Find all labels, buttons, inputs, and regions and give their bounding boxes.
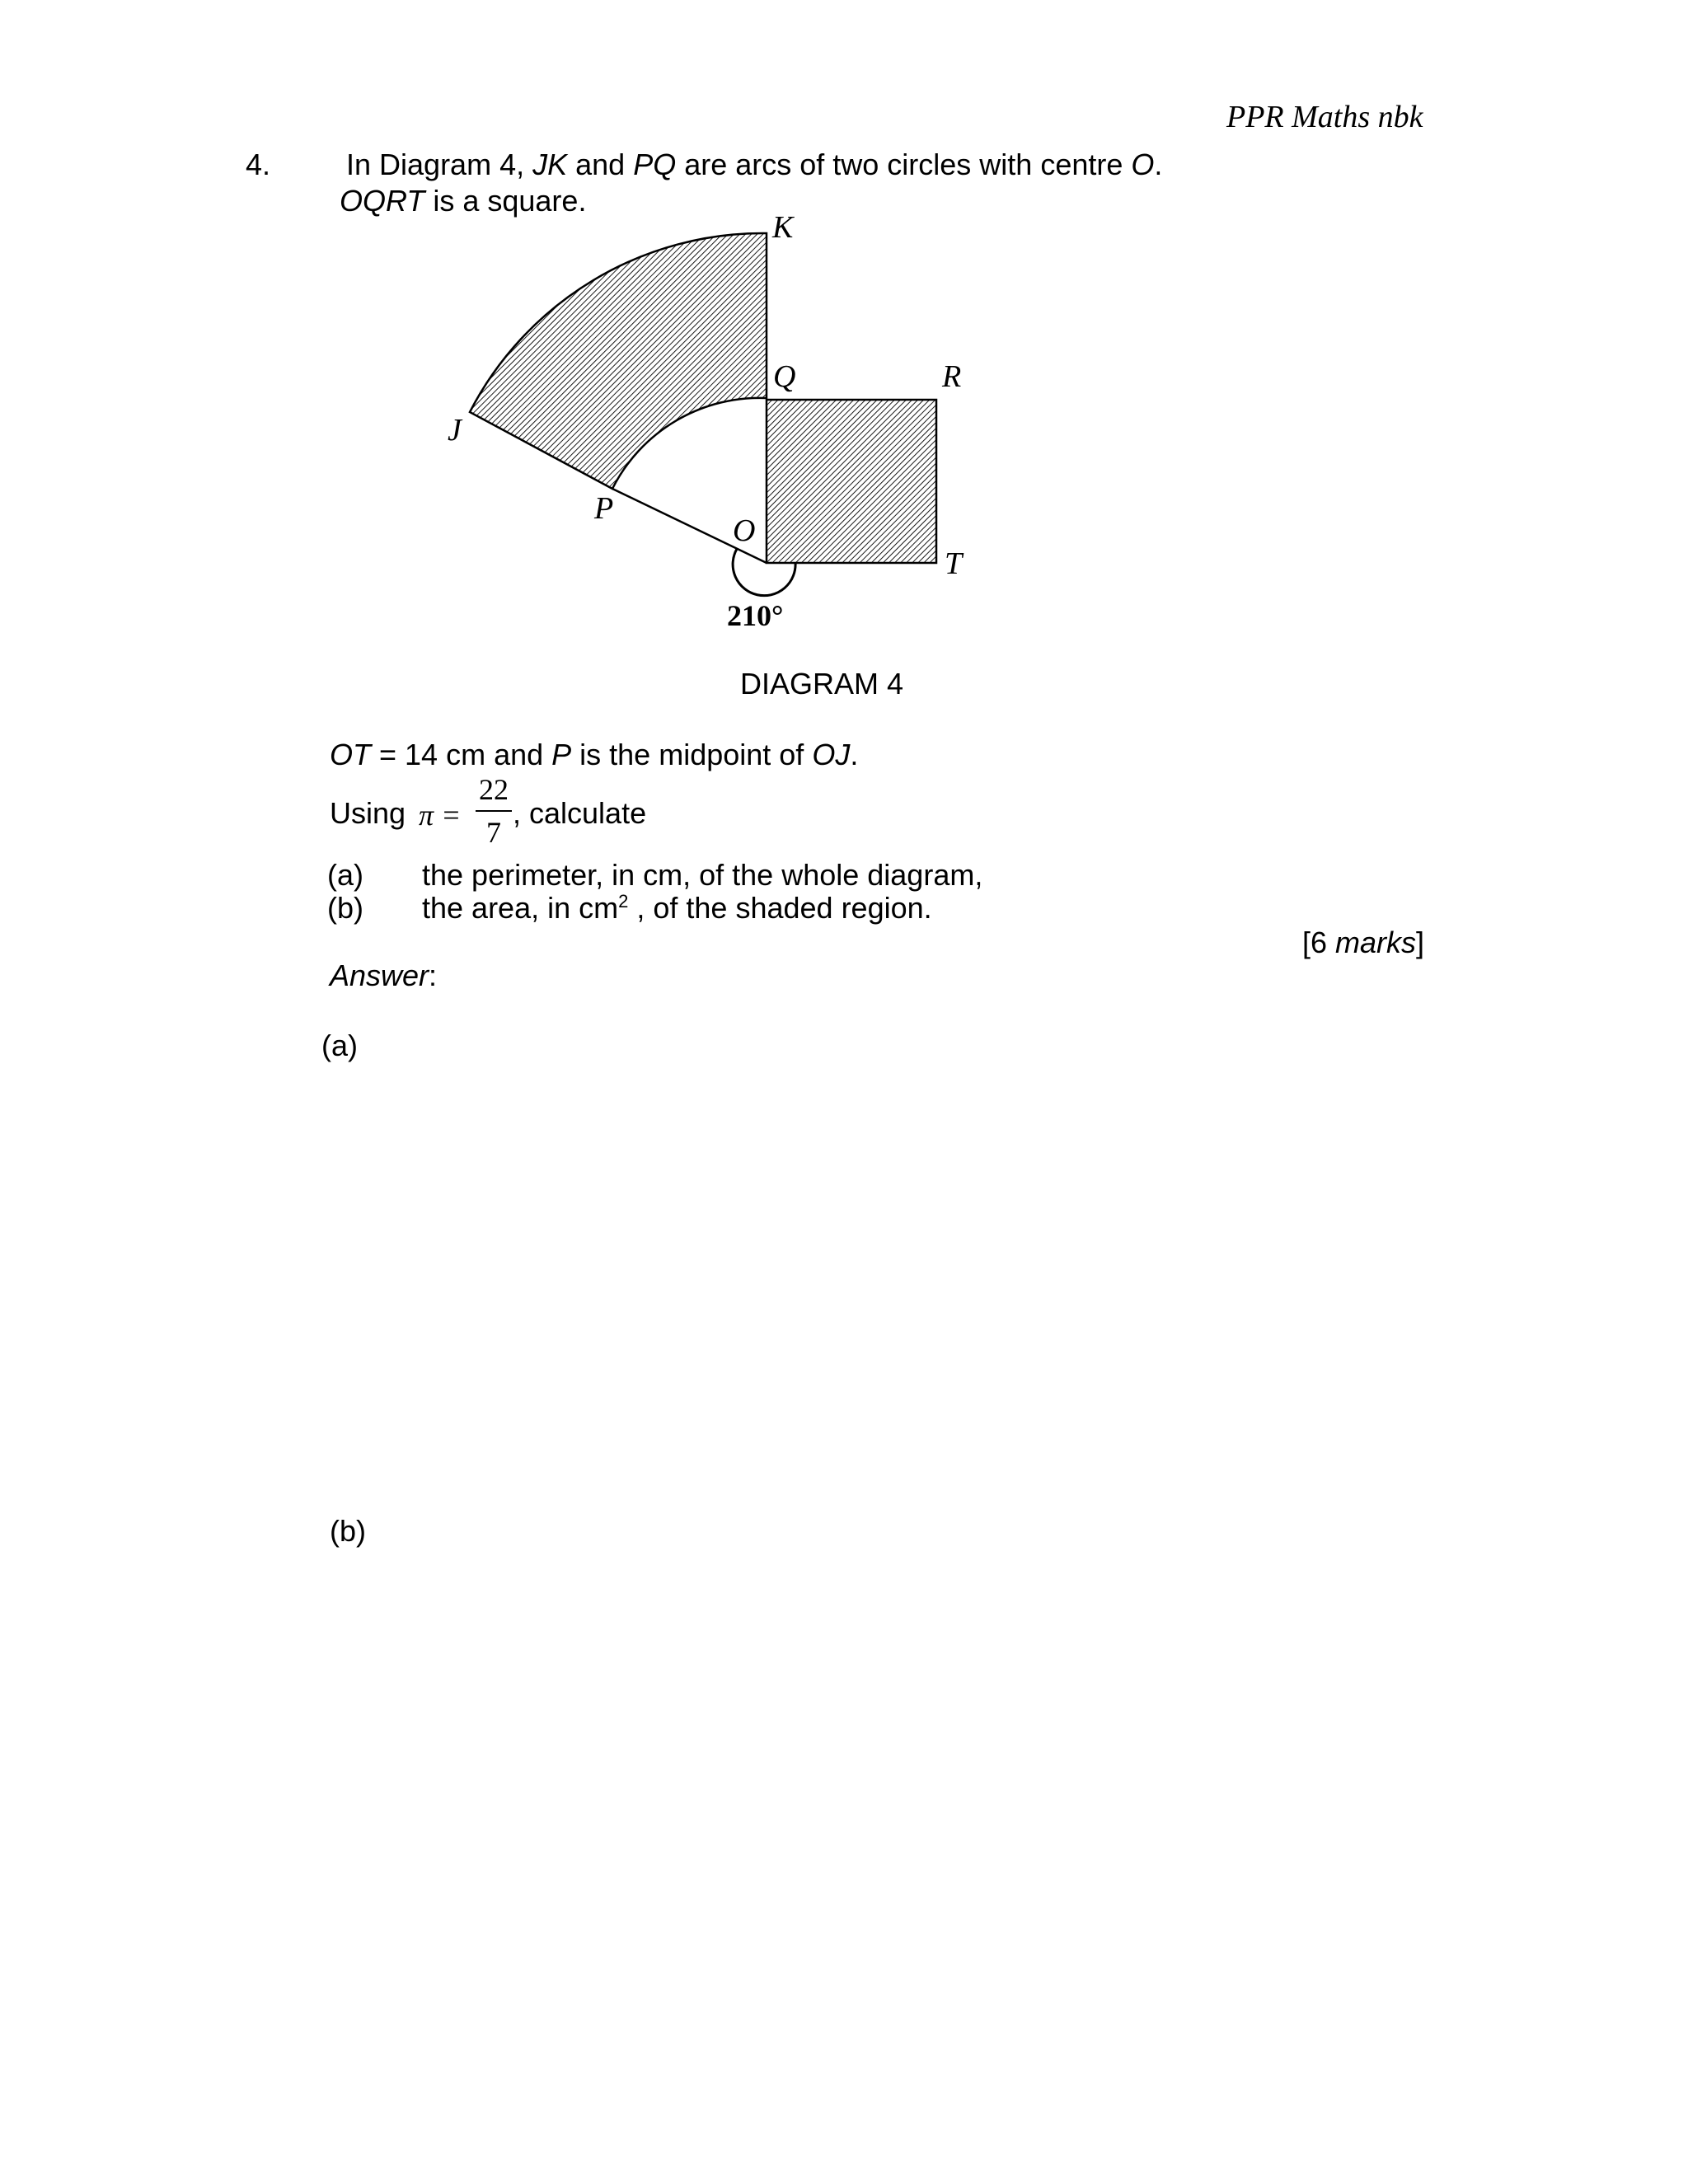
intro-text-1: In Diagram 4, (346, 148, 533, 181)
part-b-text-2: , of the shaded region. (628, 891, 932, 925)
marks-close: ] (1416, 926, 1425, 959)
part-a-label: (a) (327, 858, 363, 892)
given-text-2: is the midpoint of (571, 738, 813, 771)
answer-label (330, 958, 438, 992)
part-b-text (422, 893, 932, 923)
given-text-1: = 14 cm and (371, 738, 552, 771)
answer-part-b: (b) (330, 1514, 366, 1548)
diagram-caption: DIAGRAM 4 (740, 667, 904, 701)
fraction-bar (476, 810, 512, 812)
marks (1302, 928, 1424, 958)
arc-jk-label: JK (532, 148, 568, 181)
pi-symbol: π = (419, 799, 462, 832)
p-label: P (551, 738, 572, 771)
square-name: OQRT (340, 184, 425, 218)
diagram-4 (0, 0, 1688, 742)
marks-word: marks (1335, 926, 1417, 959)
part-b-text-1: the area, in cm (422, 891, 619, 925)
square-text: is a square. (424, 184, 587, 218)
label-q: Q (773, 359, 796, 394)
label-p: P (594, 491, 614, 526)
oj-label: OJ (812, 738, 851, 771)
centre-o-label: O (1131, 148, 1155, 181)
fraction-denominator: 7 (486, 816, 501, 849)
answer-colon: : (429, 958, 438, 992)
label-j: J (448, 413, 462, 448)
page-header: PPR Maths nbk (1226, 100, 1423, 134)
intro-text-2: and (567, 148, 634, 181)
label-t: T (945, 546, 963, 581)
angle-label: 210° (727, 599, 784, 632)
ot-label: OT (330, 738, 371, 771)
label-k: K (772, 210, 794, 245)
label-o: O (733, 513, 756, 548)
given-line (330, 740, 858, 770)
using-word: Using (330, 796, 406, 830)
answer-word: Answer (330, 958, 429, 992)
fraction-numerator: 22 (479, 773, 509, 806)
shaded-square (767, 400, 936, 563)
label-r: R (942, 359, 962, 394)
given-text-3: . (850, 738, 859, 771)
intro-text-3: are arcs of two circles with centre (676, 148, 1132, 181)
arc-pq-label: PQ (633, 148, 677, 181)
part-b-sup: 2 (618, 891, 629, 912)
question-number: 4. (246, 148, 271, 181)
marks-open: [6 (1302, 926, 1336, 959)
answer-part-a: (a) (321, 1029, 358, 1062)
part-b-label: (b) (327, 891, 363, 925)
using-rest: , calculate (513, 796, 647, 830)
part-a-text: the perimeter, in cm, of the whole diagram, (422, 858, 983, 892)
shaded-sector (470, 233, 767, 489)
intro-text-4: . (1154, 148, 1163, 181)
